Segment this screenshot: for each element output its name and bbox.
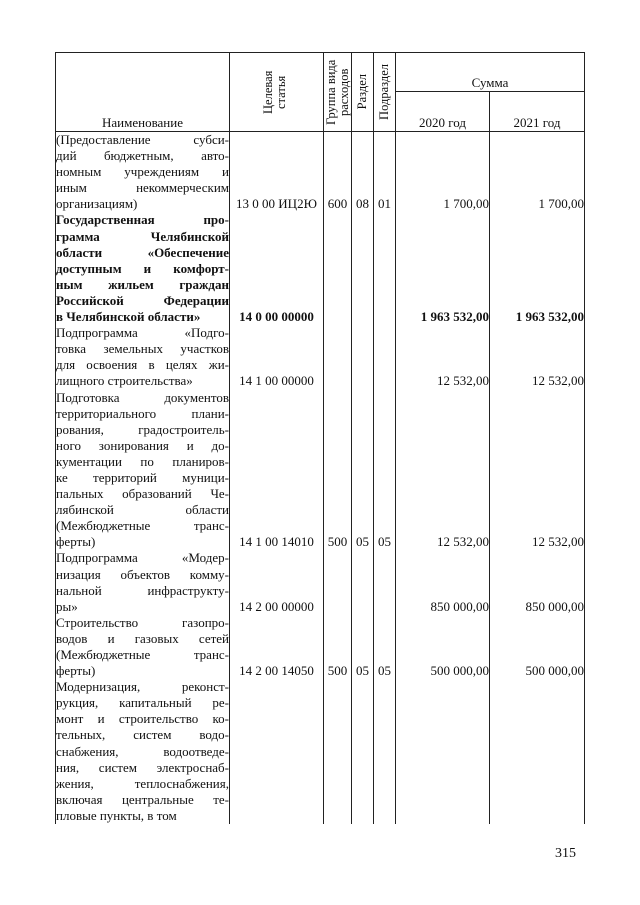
row-name-line: (Предоставление субси- — [56, 132, 229, 147]
row-name-line: пловые пункты, в том — [56, 807, 177, 823]
row-expense-group: 500 — [324, 615, 352, 679]
table-row — [56, 615, 585, 679]
row-name-line: номным учреждениям и — [56, 164, 229, 180]
row-name-line: водов и газовых сетей — [56, 630, 229, 646]
row-sum-2021: 850 000,00 — [490, 550, 585, 614]
table-row — [56, 679, 585, 824]
row-name-line: Строительство газопро- — [56, 614, 229, 630]
row-name-line: ным жильем граждан — [56, 276, 229, 292]
row-name-line: лябинской области — [56, 502, 229, 518]
row-section: 08 — [352, 132, 374, 213]
row-name-line: товка земельных участков — [56, 341, 229, 357]
page-number: 315 — [555, 846, 576, 861]
row-target-article: 14 1 00 14010 — [230, 390, 324, 551]
header-expense-group: Группа вида расходов — [324, 53, 352, 132]
row-name-line: ферты) — [56, 534, 96, 550]
row-name-line: в Челябинской области» — [56, 309, 201, 325]
row-name-line: пальных образований Че- — [56, 486, 229, 502]
row-name — [56, 679, 230, 824]
row-name — [56, 390, 230, 551]
row-section: 05 — [352, 615, 374, 679]
row-name-line: нальной инфраструкту- — [56, 582, 229, 598]
row-name-line: ного зонирования и до- — [56, 437, 229, 453]
row-sum-2020: 1 963 532,00 — [396, 212, 490, 325]
row-expense-group: 600 — [324, 132, 352, 213]
header-section: Раздел — [352, 53, 374, 132]
row-name-line: организациям) — [56, 196, 138, 212]
row-sum-2020: 850 000,00 — [396, 550, 490, 614]
row-sum-2021 — [490, 679, 585, 824]
row-name-line: Подпрограмма «Модер- — [56, 550, 229, 566]
row-sum-2021: 1 963 532,00 — [490, 212, 585, 325]
row-sum-2021: 1 700,00 — [490, 132, 585, 213]
row-target-article — [230, 679, 324, 824]
row-name — [56, 325, 230, 389]
table-row — [56, 325, 585, 389]
row-subsection — [374, 550, 396, 614]
row-name-line: снабжения, водоотведе- — [56, 743, 229, 759]
table-row — [56, 550, 585, 614]
row-name-line: для освоения в целях жи- — [56, 357, 229, 373]
row-name-line: Российской Федерации — [56, 292, 229, 308]
row-expense-group — [324, 550, 352, 614]
row-name-line: кументации по планиров- — [56, 453, 229, 469]
row-name-line: доступным и комфорт- — [56, 260, 229, 276]
row-target-article: 14 2 00 00000 — [230, 550, 324, 614]
header-name: Наименование — [56, 53, 230, 132]
row-subsection — [374, 212, 396, 325]
row-expense-group: 500 — [324, 390, 352, 551]
row-section: 05 — [352, 390, 374, 551]
table-body — [56, 132, 585, 825]
row-sum-2020: 500 000,00 — [396, 615, 490, 679]
row-sum-2020: 12 532,00 — [396, 325, 490, 389]
row-name-line: лищного строительства» — [56, 373, 193, 389]
row-target-article: 14 0 00 00000 — [230, 212, 324, 325]
row-subsection: 05 — [374, 390, 396, 551]
row-expense-group — [324, 212, 352, 325]
row-name-line: ферты) — [56, 663, 96, 679]
row-name-line: дий бюджетным, авто- — [56, 148, 229, 164]
row-section — [352, 679, 374, 824]
row-sum-2020 — [396, 679, 490, 824]
row-name-line: монт и строительство ко- — [56, 711, 229, 727]
row-name-line: ке территорий муници- — [56, 469, 229, 485]
row-sum-2020: 1 700,00 — [396, 132, 490, 213]
row-target-article: 13 0 00 ИЦ2Ю — [230, 132, 324, 213]
table-row — [56, 390, 585, 551]
header-target-article: Целевая статья — [230, 53, 324, 132]
row-sum-2021: 12 532,00 — [490, 325, 585, 389]
header-sum: Сумма — [396, 53, 585, 92]
row-subsection: 05 — [374, 615, 396, 679]
header-year-2020: 2020 год — [396, 92, 490, 132]
row-expense-group — [324, 325, 352, 389]
row-sum-2021: 12 532,00 — [490, 390, 585, 551]
budget-table — [55, 52, 585, 824]
row-name-line: иным некоммерческим — [56, 180, 229, 196]
row-name — [56, 132, 230, 213]
row-name-line: Государственная про- — [56, 212, 229, 228]
row-sum-2020: 12 532,00 — [396, 390, 490, 551]
row-sum-2021: 500 000,00 — [490, 615, 585, 679]
row-name-line: Подпрограмма «Подго- — [56, 325, 229, 341]
row-name-line: (Межбюджетные транс- — [56, 647, 229, 662]
table-row — [56, 212, 585, 325]
row-name-line: включая центральные те- — [56, 791, 229, 807]
row-name-line: ры» — [56, 598, 78, 614]
row-target-article: 14 2 00 14050 — [230, 615, 324, 679]
row-name-line: грамма Челябинской — [56, 228, 229, 244]
row-name-line: ния, систем электроснаб- — [56, 759, 229, 775]
row-name-line: Подготовка документов — [56, 389, 229, 405]
row-name — [56, 212, 230, 325]
header-year-2021: 2021 год — [490, 92, 585, 132]
row-name — [56, 615, 230, 679]
row-section — [352, 212, 374, 325]
row-name-line: Модернизация, реконст- — [56, 679, 229, 695]
row-target-article: 14 1 00 00000 — [230, 325, 324, 389]
row-name-line: рукция, капитальный ре- — [56, 695, 229, 711]
row-name-line: тельных, систем водо- — [56, 727, 229, 743]
row-name-line: области «Обеспечение — [56, 244, 229, 260]
row-expense-group — [324, 679, 352, 824]
row-name-line: (Межбюджетные транс- — [56, 518, 229, 534]
row-subsection: 01 — [374, 132, 396, 213]
row-name-line: рования, градостроитель- — [56, 421, 229, 437]
header-subsection: Подраздел — [374, 53, 396, 132]
row-name-line: жения, теплоснабжения, — [56, 775, 229, 791]
row-section — [352, 550, 374, 614]
table-row — [56, 132, 585, 213]
row-name-line: низация объектов комму- — [56, 566, 229, 582]
row-subsection — [374, 325, 396, 389]
row-section — [352, 325, 374, 389]
row-name — [56, 550, 230, 614]
row-subsection — [374, 679, 396, 824]
row-name-line: территориального плани- — [56, 405, 229, 421]
